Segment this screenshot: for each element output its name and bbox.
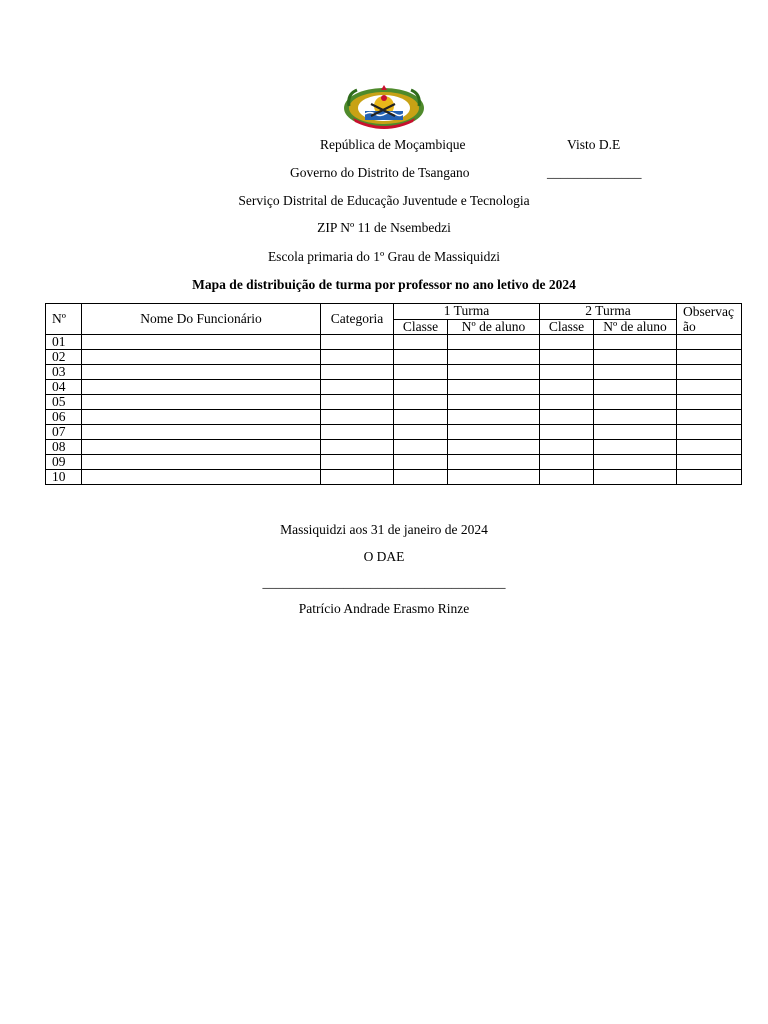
table-cell (540, 335, 594, 350)
table-cell (321, 425, 394, 440)
table-cell (394, 395, 448, 410)
table-row (46, 455, 742, 470)
signer-name: Patrício Andrade Erasmo Rinze (298, 601, 470, 616)
distribution-table (45, 303, 742, 485)
table-cell (448, 380, 540, 395)
row-number: 06 (46, 410, 82, 425)
table-row (46, 335, 742, 350)
header-nome: Nome Do Funcionário (82, 304, 321, 335)
table-cell (321, 410, 394, 425)
table-cell (82, 395, 321, 410)
table-cell (677, 350, 742, 365)
subheader-classe: Classe (394, 319, 448, 335)
table-cell (82, 425, 321, 440)
signer-role: O DAE (363, 549, 405, 564)
table-cell (394, 455, 448, 470)
table-cell (321, 440, 394, 455)
header-service: Serviço Distrital de Educação Juventude e Tecnologia (238, 193, 530, 208)
table-cell (448, 335, 540, 350)
table-cell (540, 455, 594, 470)
table-cell (677, 365, 742, 380)
table-cell (321, 350, 394, 365)
table-cell (448, 350, 540, 365)
table-cell (448, 365, 540, 380)
table-cell (540, 395, 594, 410)
table-cell (321, 455, 394, 470)
table-cell (321, 395, 394, 410)
table-cell (321, 335, 394, 350)
visto-signature-line: ______________ (547, 165, 642, 180)
table-cell (394, 365, 448, 380)
row-number: 03 (46, 365, 82, 380)
table-cell (540, 440, 594, 455)
row-number: 07 (46, 425, 82, 440)
table-cell (394, 380, 448, 395)
table-cell (448, 470, 540, 485)
table-cell (448, 440, 540, 455)
table-cell (594, 425, 677, 440)
table-cell (540, 350, 594, 365)
header-government: Governo do Distrito de Tsangano (290, 165, 470, 180)
table-cell (448, 395, 540, 410)
signature-line: ____________________________________ (262, 575, 506, 590)
row-number: 04 (46, 380, 82, 395)
table-cell (82, 380, 321, 395)
table-cell (594, 470, 677, 485)
table-cell (448, 410, 540, 425)
header-numero: Nº (46, 304, 82, 335)
table-cell (594, 440, 677, 455)
subheader-alunos: Nº de aluno (594, 319, 677, 335)
table-cell (394, 350, 448, 365)
header-categoria: Categoria (321, 304, 394, 335)
table-cell (677, 440, 742, 455)
table-cell (394, 440, 448, 455)
table-cell (448, 425, 540, 440)
table-cell (540, 380, 594, 395)
table-row (46, 395, 742, 410)
row-number: 01 (46, 335, 82, 350)
header-observacao: Observação (677, 304, 742, 335)
table-cell (82, 410, 321, 425)
row-number: 05 (46, 395, 82, 410)
table-cell (677, 425, 742, 440)
table-cell (540, 410, 594, 425)
header-turma-1: 1 Turma (394, 304, 540, 320)
table-cell (540, 365, 594, 380)
table-cell (82, 365, 321, 380)
table-cell (594, 350, 677, 365)
subheader-classe: Classe (540, 319, 594, 335)
subheader-alunos: Nº de aluno (448, 319, 540, 335)
table-cell (677, 395, 742, 410)
coat-of-arms-icon (343, 84, 425, 130)
table-cell (594, 455, 677, 470)
table-cell (540, 425, 594, 440)
table-cell (677, 410, 742, 425)
place-date: Massiquidzi aos 31 de janeiro de 2024 (280, 522, 488, 537)
table-cell (677, 335, 742, 350)
table-row (46, 470, 742, 485)
header-school: Escola primaria do 1º Grau de Massiquidzi (267, 249, 501, 264)
table-cell (677, 380, 742, 395)
table-cell (82, 440, 321, 455)
table-cell (677, 455, 742, 470)
table-header-row (46, 304, 742, 320)
row-number: 02 (46, 350, 82, 365)
table-row (46, 440, 742, 455)
table-cell (540, 470, 594, 485)
table-row (46, 425, 742, 440)
row-number: 08 (46, 440, 82, 455)
table-cell (82, 470, 321, 485)
header-turma-2: 2 Turma (540, 304, 677, 320)
table-cell (594, 380, 677, 395)
table-cell (677, 470, 742, 485)
header-zip: ZIP Nº 11 de Nsembedzi (317, 220, 451, 235)
table-cell (594, 395, 677, 410)
table-row (46, 365, 742, 380)
table-row (46, 380, 742, 395)
table-cell (594, 365, 677, 380)
row-number: 10 (46, 470, 82, 485)
table-cell (394, 470, 448, 485)
table-cell (394, 335, 448, 350)
table-cell (594, 335, 677, 350)
row-number: 09 (46, 455, 82, 470)
table-cell (594, 410, 677, 425)
table-cell (394, 425, 448, 440)
table-cell (394, 410, 448, 425)
table-cell (448, 455, 540, 470)
table-cell (82, 455, 321, 470)
table-row (46, 350, 742, 365)
table-cell (321, 365, 394, 380)
table-cell (321, 380, 394, 395)
header-visto: Visto D.E (567, 137, 621, 152)
table-cell (82, 350, 321, 365)
table-cell (82, 335, 321, 350)
table-row (46, 410, 742, 425)
table-cell (321, 470, 394, 485)
header-republic: República de Moçambique (320, 137, 466, 152)
page-title: Mapa de distribuição de turma por professor no ano letivo de 2024 (192, 277, 576, 292)
